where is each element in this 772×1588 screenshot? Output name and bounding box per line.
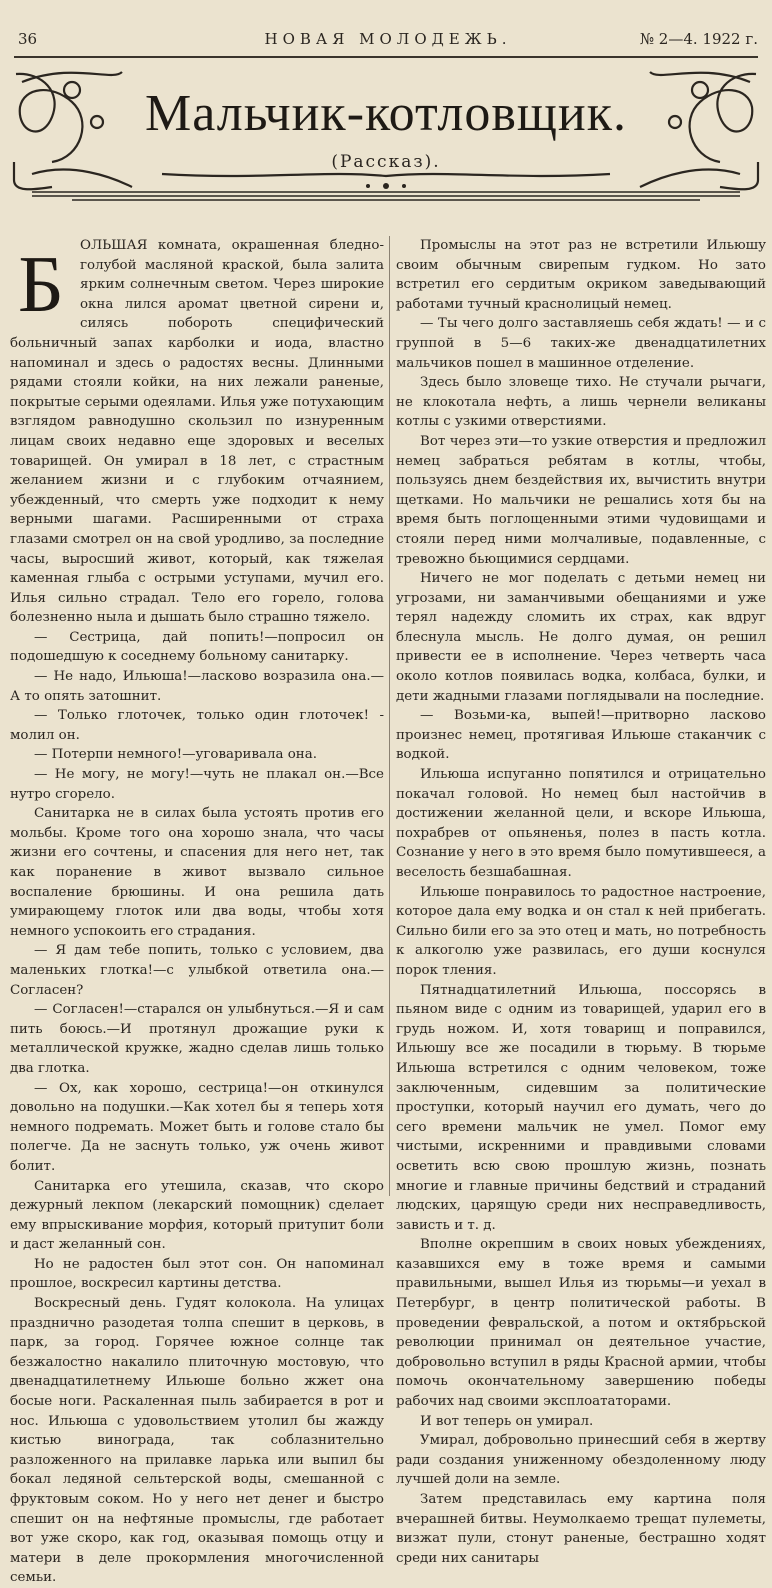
paragraph: Затем представилась ему картина поля вчерашней битвы. Неумолкаемо трещат пулеметы, визжат пули, стонут раненые, бестрашно ходят среди них санитары (396, 1492, 766, 1566)
paragraph: — Потерпи немного!—уговаривала она. (34, 747, 317, 763)
paragraph: Б ОЛЬШАЯ комната, окрашенная бледно-голубой масляной краской, была залита ярким солнечным светом. Через широкие окна лился аромат цветной сирени и, силясь побороть специфический больничный запах карболки и иода, властно напоминал и здесь о радостях весны. Длинными рядами стояли койки, на них лежали раненые, покрытые серыми одеялами. Илья уже потухающим взглядом равнодушно скользил по изнуренным лицам своих недавно еще здоровых и веселых товарищей. Он умирал в 18 лет, с страстным желанием жизни и с глубоким отчаянием, убежденный, что смерть уже подходит к нему верными шагами. Расширенными от страха глазами смотрел он на свой уродливо, за последние часы, выросший живот, который, как тяжелая каменная глыба с острыми уступами, мучил его. Илья сильно страдал. Тело его горело, голова болезненно ныла и дышать было страшно тяжело. (10, 238, 384, 626)
paragraph: — Только глоточек, только один глоточек! - молил он. (10, 708, 384, 743)
issue-number: № 2—4. 1922 г. (639, 30, 758, 48)
title-block (12, 62, 760, 212)
journal-title: НОВАЯ МОЛОДЕЖЬ. (264, 30, 512, 48)
paragraph: — Согласен!—старался он улыбнуться.—Я и сам пить боюсь.—И протянул дрожащие руки к металлической кружке, жадно сделав лишь только два глотка. (10, 1002, 384, 1076)
paragraph: Пятнадцатилетний Ильюша, поссорясь в пьяном виде с одним из товарищей, ударил его в грудь ножом. И, хотя товарищ и поправился, Ильюшу все же посадили в тюрьму. В тюрьме Ильюша встретился с одним человеком, тоже заключенным, сидевшим за политические проступки, который научил его думать, чего до сего времени мальчик не умел. Помог ему чистыми, искренними и правдивыми словами осветить всю свою прошлую жизнь, познать многие и главные причины бедствий и страданий людских, царящую среди них несправедливость, зависть и т. д. (396, 982, 766, 1233)
paragraph: Но не радостен был этот сон. Он напоминал прошлое, воскресил картины детства. (10, 1256, 384, 1292)
paragraph: — Сестрица, дай попить!—попросил он подошедшую к соседнему больному санитарку. (10, 629, 384, 665)
drop-cap: Б (18, 241, 64, 329)
column-divider (389, 236, 390, 1196)
paragraph: — Возьми-ка, выпей!—притворно ласково произнес немец, протягивая Ильюше стаканчик с водкой. (396, 708, 766, 763)
paragraph: Умирал, добровольно принесший себя в жертву ради создания униженному обездоленному люду лучшей доли на земле. (396, 1433, 766, 1488)
story-title: Мальчик-котловщик. (144, 85, 628, 142)
paragraph: Воскресный день. Гудят колокола. На улицах празднично разодетая толпа спешит в церковь, в парк, за город. Горячее южное солнце так безжалостно накалило плиточную мостовую, что двенадцатилетнему Ильюше больно жжет она босые ноги. Раскаленная пыль забирается в рот и нос. Ильюша с удовольствием утолил бы жажду кистью винограда, так соблазнительно разложенного на прилавке ларька или выпил бы бокал ледяной сельтерской воды, смешанной с фруктовым соком. Но у него нет денег и быстро спешит он на нефтяные промыслы, где работает вот уже скоро, как год, оказывая помощь отцу и матери в деле прокормления многочисленной семьи. (10, 1296, 384, 1586)
paragraph: Санитарка не в силах была устоять против его мольбы. Кроме того она хорошо знала, что часы жизни его сочтены, и спасения для него нет, так как поранение в живот вызвало сильное воспаление брюшины. И она решила дать умирающему глоток или два воды, чтобы хотя немного успокоить его страдания. (10, 806, 384, 939)
page-number: 36 (18, 30, 38, 48)
text-column-right (396, 236, 766, 1568)
running-header (18, 26, 758, 52)
paragraph: — Не надо, Ильюша!—ласково возразила она.—А то опять затошнит. (10, 669, 384, 704)
header-rule (14, 56, 758, 58)
paragraph: — Ты чего долго заставляешь себя ждать! — и с группой в 5—6 таких-же двенадцатилетних мальчиков пошел в машинное отделение. (396, 316, 766, 371)
paragraph: — Не могу, не могу!—чуть не плакал он.—Все нутро сгорело. (10, 767, 384, 802)
paragraph: Ильюше понравилось то радостное настроение, которое дала ему водка и он стал к ней прибегать. Сильно били его за это отец и мать, но потребность к алкоголю уже развилась, его души коснулся порок тления. (396, 884, 766, 978)
paragraph: Ильюша испуганно попятился и отрицательно покачал головой. Но немец был настойчив в достижении желанной цели, и вскоре Ильюша, похрабрев от опьяненья, полез в пасть котла. Сознание у него в это время было помутившееся, а веселость безшабашная. (396, 767, 766, 880)
paragraph: Вот через эти—то узкие отверстия и предложил немец забраться ребятам в котлы, чтобы, пользуясь днем бездействия их, вычистить внутри щетками. Но мальчики не решались хотя бы на время быть поглощенными этими чудовищами и стояли перед ними молчаливые, подавленные, с тревожно бьющимися сердцами. (396, 433, 766, 567)
paragraph: Здесь было зловеще тихо. Не стучали рычаги, не клокотала нефть, а лишь чернели великаны котлы с узкими отверстиями. (396, 375, 766, 430)
paragraph: Промыслы на этот раз не встретили Ильюшу своим обычным свирепым гудком. Но зато встретил его сердитым окриком заведывающий работами тучный краснолицый немец. (396, 238, 766, 312)
paragraph: — Ох, как хорошо, сестрица!—он откинулся довольно на подушки.—Как хотел бы я теперь хотя немного подремать. Может быть и голове стало бы полегче. Да не заснуть только, уж очень живот болит. (10, 1080, 384, 1174)
paragraph: И вот теперь он умирал. (420, 1413, 594, 1429)
paragraph: Вполне окрепшим в своих новых убеждениях, казавшихся ему в тоже время и самыми правильными, вышел Илья из тюрьмы—и уехал в Петербург, в центр политической работы. В проведении февральской, а потом и октябрьской революции принимал он деятельное участие, добровольно вступил в ряды Красной армии, чтобы помочь окончательному завершению победы рабочих над своими эксплоататорами. (396, 1237, 766, 1410)
paragraph: — Я дам тебе попить, только с условием, два маленьких глотка!—с улыбкой ответила она.—Согласен? (10, 943, 384, 998)
paragraph: Ничего не мог поделать с детьми немец ни угрозами, ни заманчивыми обещаниями и уже терял надежду сломить их страх, как вдруг блеснула мысль. Не долго думая, он решил привести ее в исполнение. Через четверть часа около котлов появилась водка, колбаса, булки, и дети жадными глазами поглядывали на последние. (396, 571, 766, 704)
paragraph: Санитарка его утешила, сказав, что скоро дежурный лекпом (лекарский помощник) сделает ему впрыскивание морфия, который притупит боли и даст желанный сон. (10, 1178, 384, 1253)
text-column-left (10, 236, 384, 1588)
story-genre: (Рассказ). (331, 152, 441, 172)
